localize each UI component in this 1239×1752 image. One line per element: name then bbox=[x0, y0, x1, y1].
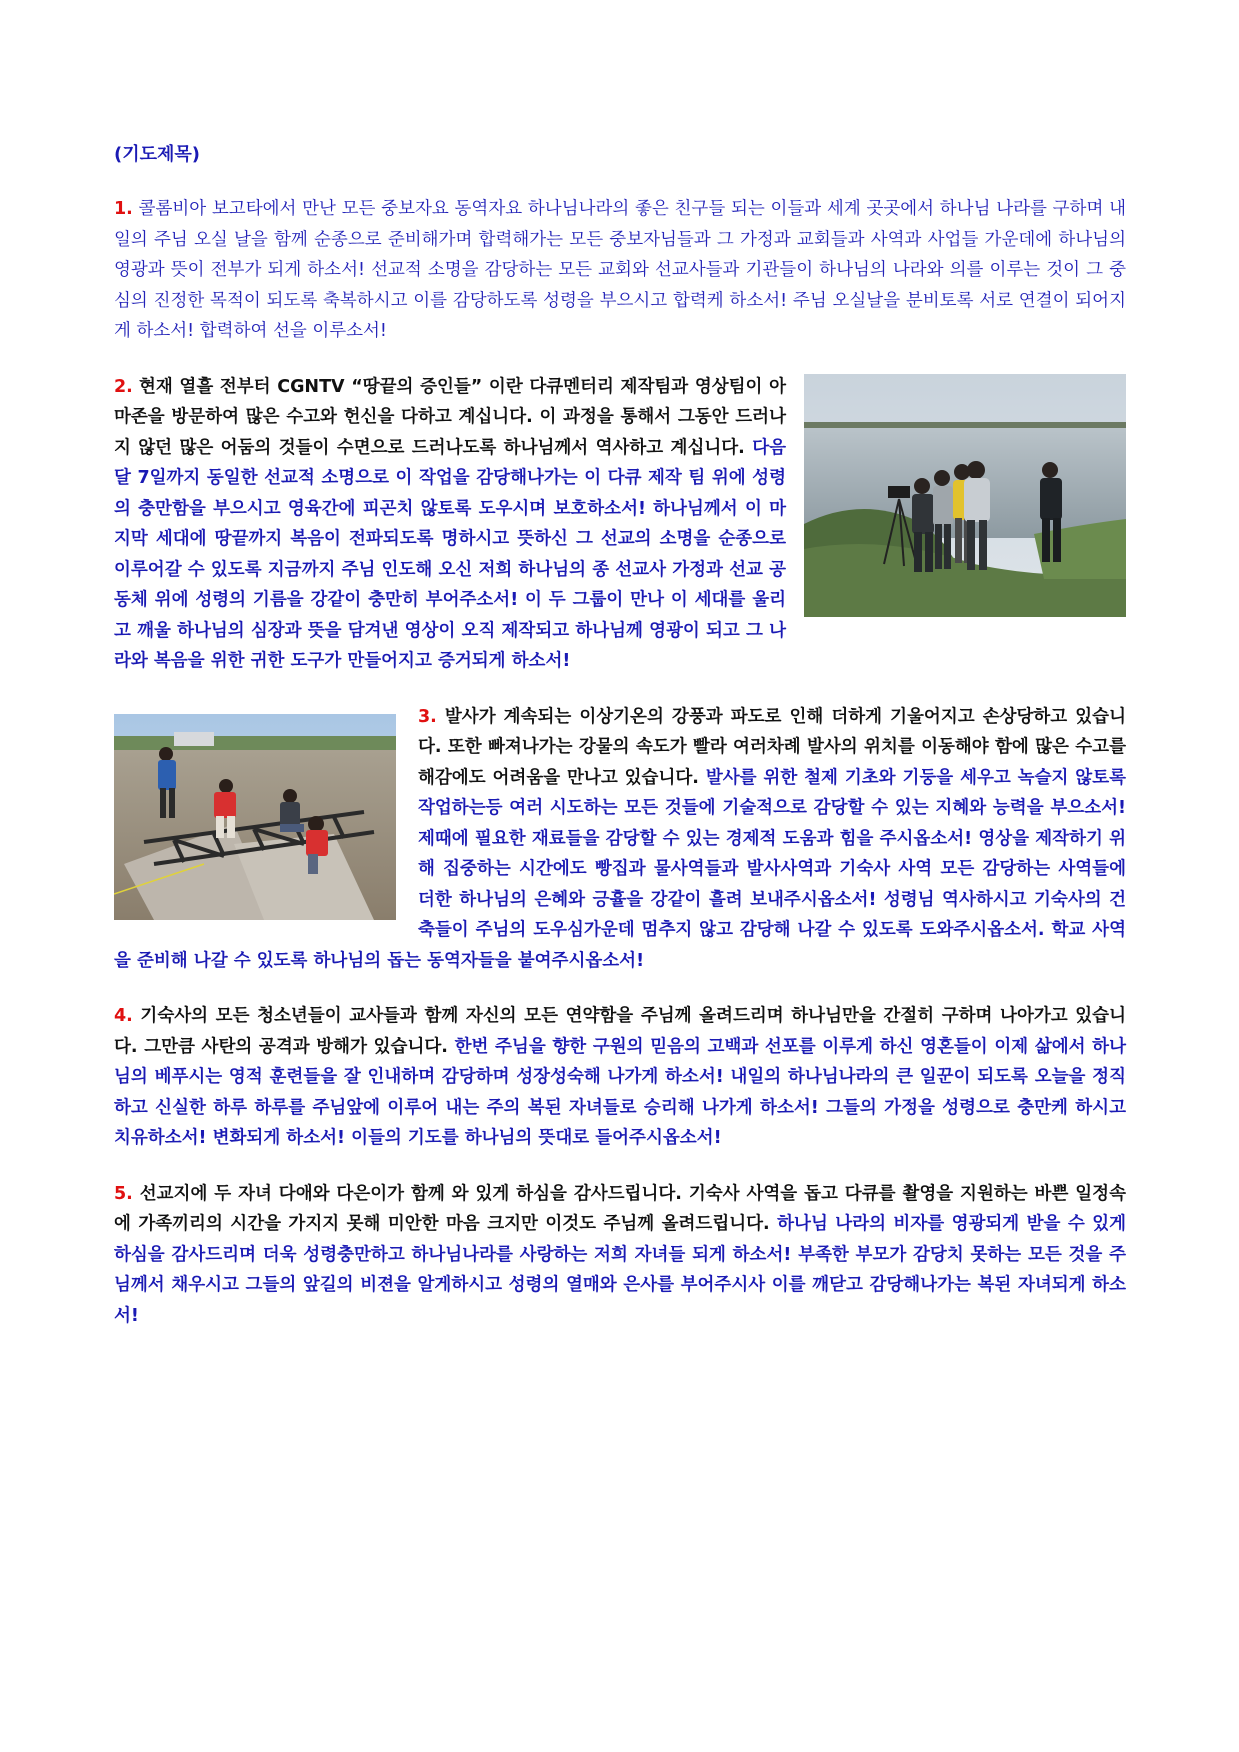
film-crew-river-image bbox=[804, 374, 1126, 617]
prayer-item-5 bbox=[114, 1179, 1126, 1332]
item-text: 콜롬비아 보고타에서 만난 모든 중보자요 동역자요 하나님나라의 좋은 친구들 되는 이들과 세계 곳곳에서 하나님 나라를 구하며 내일의 주님 오실 날을 함께 순종으로 준비해가며 합력해가는 모든 중보자님들과 그 가정과 교회들과 사역과 사업들 가운데에 하나님의 영광과 뜻이 전부가 되게 하소서! 선교적 소명을 감당하는 모든 교회와 선교사들과 기관들이 하나님의 나라와 의를 이루는 것이 그 중심의 진정한 목적이 되도록 축복하시고 이를 감당하도록 성령을 부으시고 합력케 하소서! 주님 오실날을 분비토록 서로 연결이 되어지게 하소서! 합력하여 선을 이루소서! bbox=[114, 199, 1126, 341]
item-text: 선교지에 두 자녀 다애와 다은이가 함께 와 있게 하심을 감사드립니다. 기숙사 사역을 돕고 다큐를 촬영을 지원하는 바쁜 일정속에 가족끼리의 시간을 가지지 못해 미안한 마음 크지만 이것도 주님께 올려드립니다. bbox=[114, 1183, 1126, 1234]
document-title: (기도제목) bbox=[114, 144, 201, 165]
item-text: 발사가 계속되는 이상기온의 강풍과 파도로 인해 더하게 기울어지고 손상당하고 있습니다. 또한 빠져나가는 강물의 속도가 빨라 여러차례 발사의 위치를 이동해야 함에 많은 수고를 해감에도 어려움을 만나고 있습니다. bbox=[418, 706, 1126, 788]
prayer-item-4 bbox=[114, 1001, 1126, 1154]
prayer-item-2 bbox=[114, 372, 1126, 677]
item-prayer-text: 하나님 나라의 비자를 영광되게 받을 수 있게 하심을 감사드리며 더욱 성령충만하고 하나님나라를 사랑하는 저희 자녀들 되게 하소서! 부족한 부모가 감당치 못하는 모든 것을 주님께서 채우시고 그들의 앞길의 비젼을 알게하시고 성령의 열매와 은사를 부어주시사 이를 깨닫고 감당해나가는 복된 자녀되게 하소서! bbox=[114, 1214, 1127, 1326]
item-number: 3. bbox=[418, 706, 437, 727]
item-number: 5. bbox=[114, 1183, 133, 1204]
item-prayer-text: 다음 달 7일까지 동일한 선교적 소명으로 이 작업을 감당해나가는 이 다큐 제작 팀 위에 성령의 충만함을 부으시고 영육간에 피곤치 않토록 도우시며 보호하소서! 하나님께서 이 마지막 세대에 땅끝까지 복음이 전파되도록 명하시고 뜻하신 그 선교의 소명을 순종으로 이루어갈 수 있도록 지금까지 주님 인도해 오신 저희 하나님의 종 선교사 가정과 선교 공동체 위에 성령의 기름을 강같이 충만히 부어주소서! 이 두 그룹이 만나 이 세대를 울리고 깨울 하나님의 심장과 뜻을 담겨낸 영상이 오직 제작되고 하나님께 영광이 되고 그 나라와 복음을 위한 귀한 도구가 만들어지고 증거되게 하소서! bbox=[114, 437, 787, 671]
film-crew-river-photo bbox=[804, 374, 1126, 617]
item-text: 기숙사의 모든 청소년들이 교사들과 함께 자신의 모든 연약함을 주님께 올려드리며 하나님만을 간절히 구하며 나아가고 있습니다. 그만큼 사탄의 공격과 방해가 있습니다. bbox=[114, 1006, 1126, 1057]
prayer-document bbox=[114, 140, 1126, 1356]
item-number: 2. bbox=[114, 376, 133, 397]
raft-construction-photo bbox=[114, 714, 396, 920]
item-prayer-text: 발사를 위한 철제 기초와 기둥을 세우고 녹슬지 않토록 작업하는등 여러 시도하는 모든 것들에 기술적으로 감당할 수 있는 지혜와 능력을 부으소서! 제때에 필요한 재료들을 감당할 수 있는 경제적 도움과 힘을 주시옵소서! 영상을 제작하기 위해 집중하는 시간에도 빵집과 물사역들과 발사사역과 기숙사 사역 모든 감당하는 사역들에 더한 하나님의 은혜와 긍휼을 강같이 흘려 보내주시옵소서! 성령님 역사하시고 기숙사의 건축들이 주님의 도우심가운데 멈추지 않고 감당해 나갈 수 있도록 도와주시옵소서. 학교 사역을 준비해 나갈 수 있도록 하나님의 돕는 동역자들을 붙여주시옵소서! bbox=[114, 767, 1127, 971]
item-number: 4. bbox=[114, 1006, 133, 1026]
item-text: 현재 열흘 전부터 CGNTV “땅끝의 증인들” 이란 다큐멘터리 제작팀과 영상팀이 아마존을 방문하여 많은 수고와 헌신을 다하고 계십니다. 이 과정을 통해서 그동안 드러나지 않던 많은 어둠의 것들이 수면으로 드러나도록 하나님께서 역사하고 계십니다. bbox=[114, 376, 786, 458]
prayer-item-1 bbox=[114, 194, 1126, 347]
raft-construction-image bbox=[114, 714, 396, 920]
prayer-item-3 bbox=[114, 702, 1126, 977]
item-prayer-text: 한번 주님을 향한 구원의 믿음의 고백과 선포를 이루게 하신 영혼들이 이제 삶에서 하나님의 베푸시는 영적 훈련들을 잘 인내하며 감당하며 성장성숙해 나가게 하소서! 내일의 하나님나라의 큰 일꾼이 되도록 오늘을 정직하고 신실한 하루 하루를 주님앞에 이루어 내는 주의 복된 자녀들로 승리해 나가게 하소서! 그들의 가정을 성령으로 충만케 하시고 치유하소서! 변화되게 하소서! 이들의 기도를 하나님의 뜻대로 들어주시옵소서! bbox=[114, 1036, 1126, 1148]
item-number: 1. bbox=[114, 199, 133, 219]
